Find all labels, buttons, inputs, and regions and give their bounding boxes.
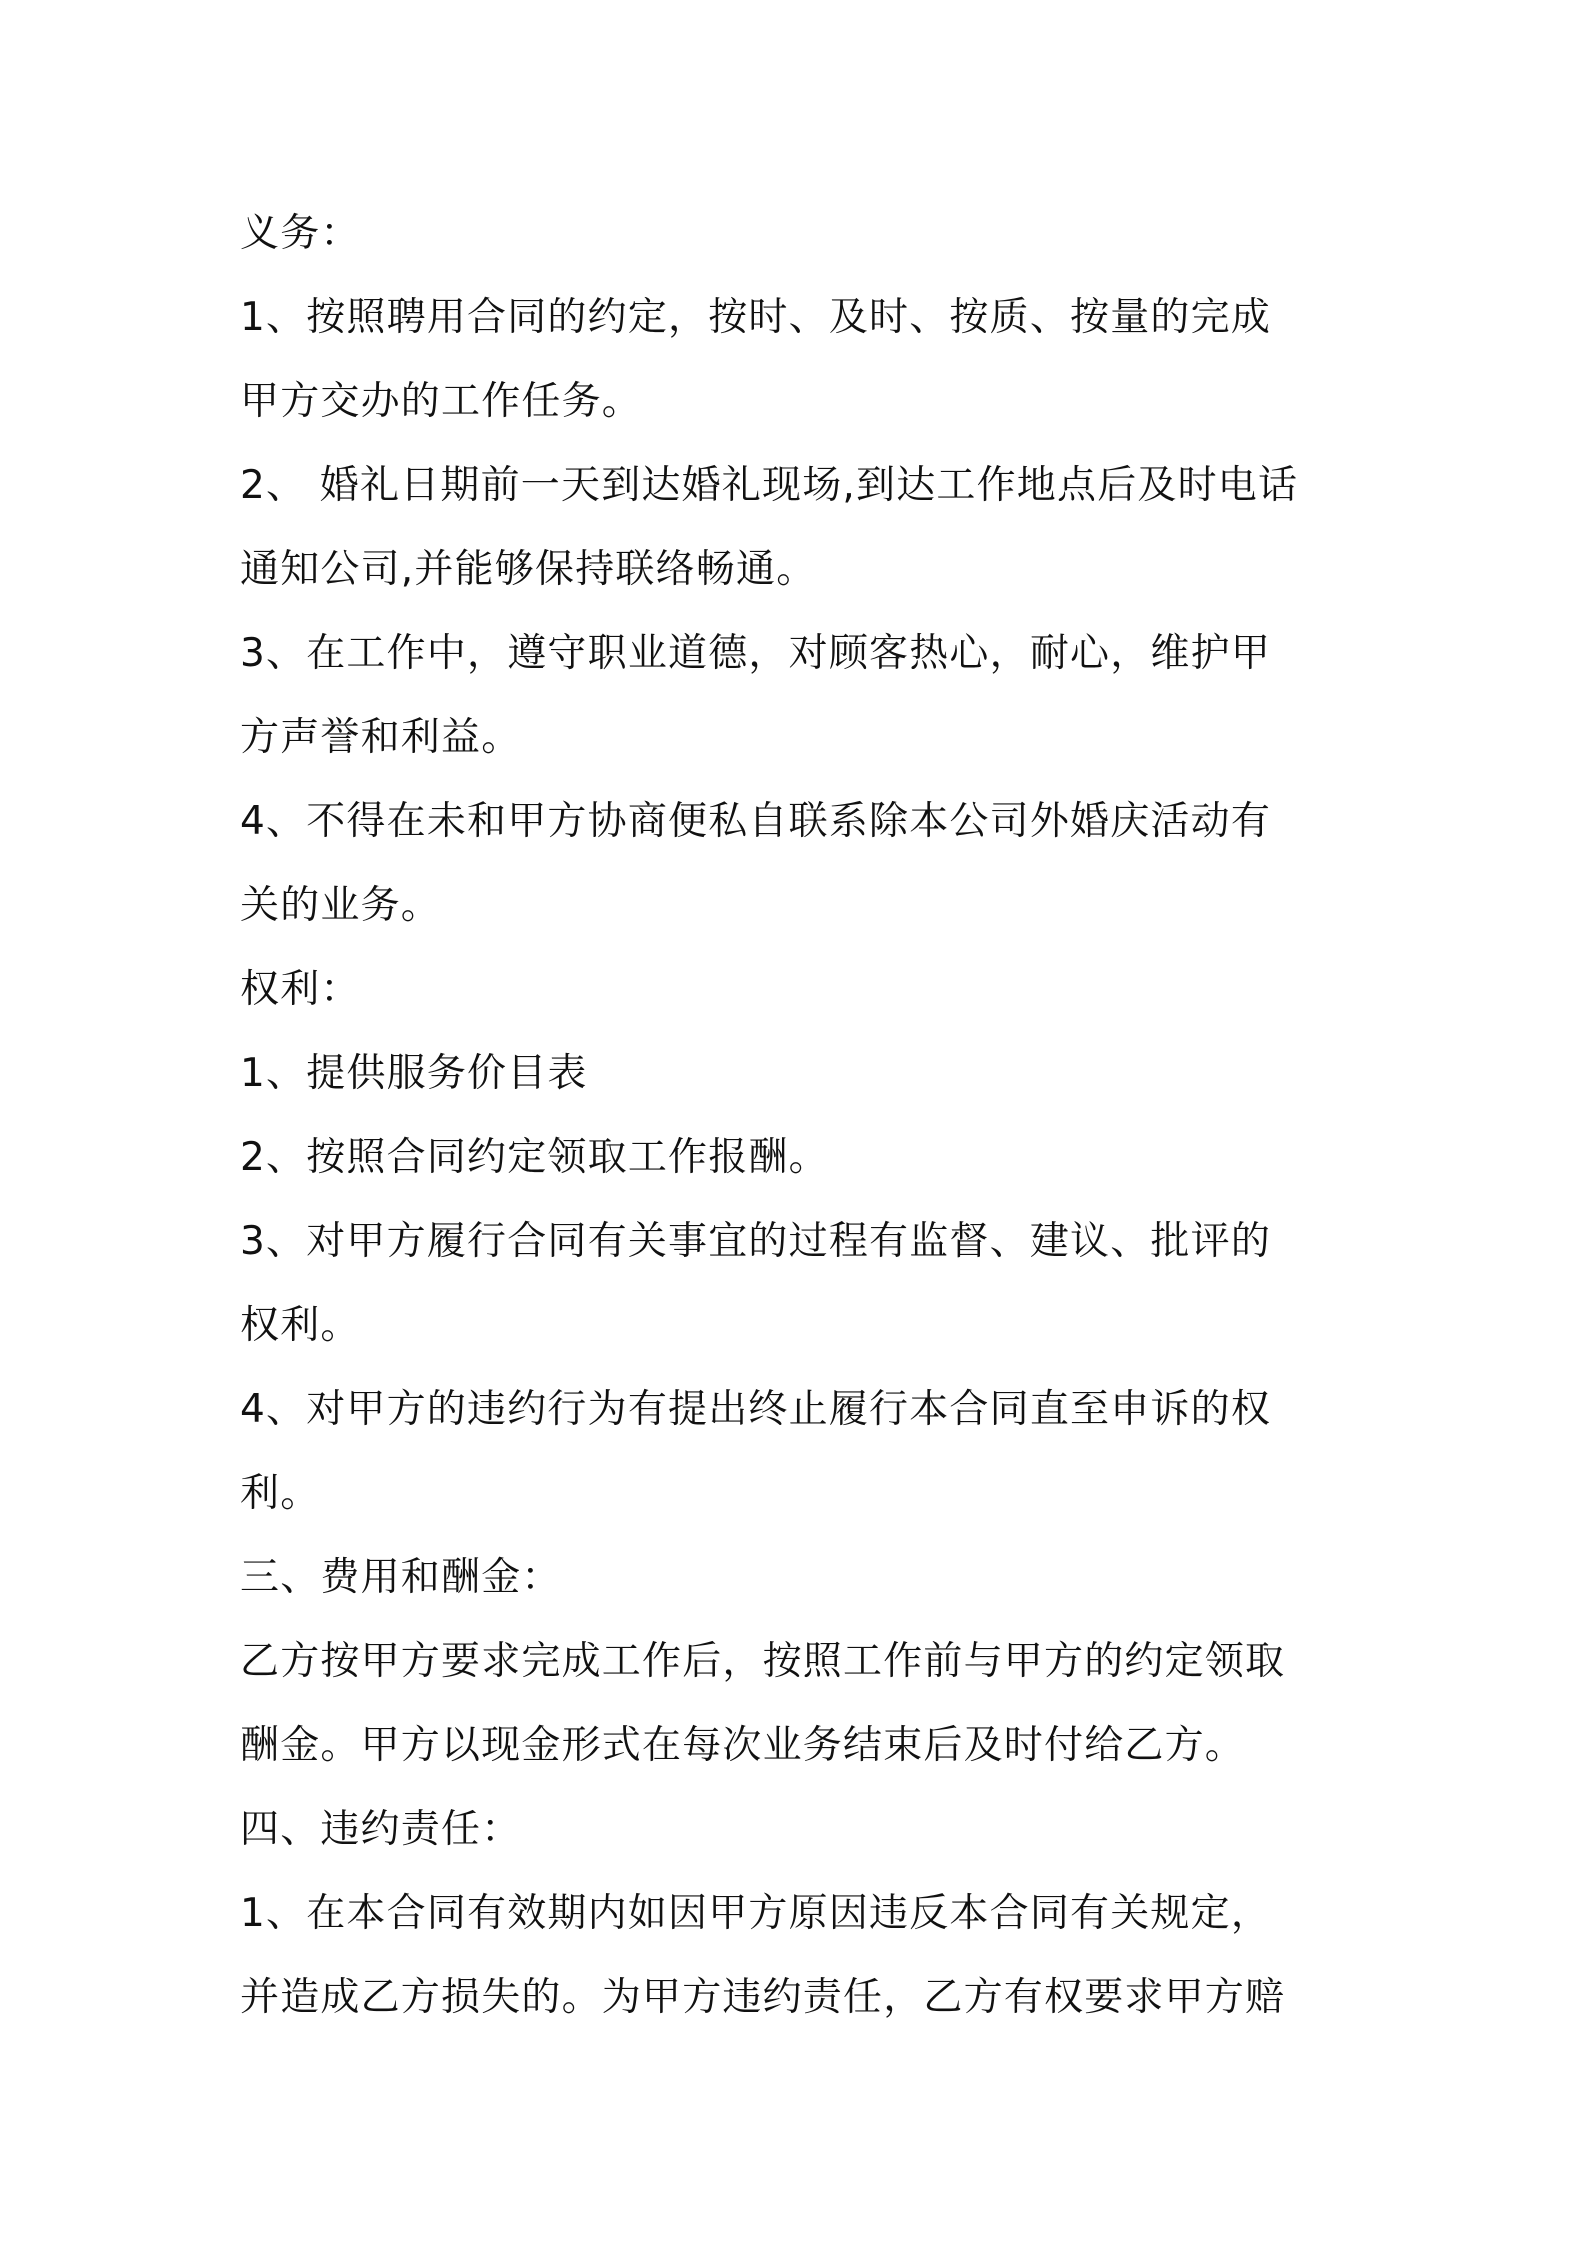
text-line: 权利。 [240,1303,361,1348]
text-line: 并造成乙方损失的。为甲方违约责任，乙方有权要求甲方赔 [240,1975,1286,2020]
section-heading-fees: 三、费用和酬金： [240,1555,562,1600]
text-line: 关的业务。 [240,883,442,928]
text-line: 甲方交办的工作任务。 [240,379,643,424]
text-line: 3、在工作中，遵守职业道德，对顾客热心，耐心，维护甲 [240,631,1272,676]
text-line: 1、按照聘用合同的约定，按时、及时、按质、按量的完成 [240,295,1272,340]
text-line: 通知公司,并能够保持联络畅通。 [240,547,817,592]
text-line: 4、对甲方的违约行为有提出终止履行本合同直至申诉的权 [240,1387,1272,1432]
text-line: 1、在本合同有效期内如因甲方原因违反本合同有关规定， [240,1891,1272,1936]
section-heading-liability: 四、违约责任： [240,1807,522,1852]
text-line: 2、按照合同约定领取工作报酬。 [240,1135,829,1180]
text-line: 酬金。甲方以现金形式在每次业务结束后及时付给乙方。 [240,1723,1246,1768]
text-line: 4、不得在未和甲方协商便私自联系除本公司外婚庆活动有 [240,799,1272,844]
section-heading-obligations: 义务： [240,211,361,256]
text-line: 3、对甲方履行合同有关事宜的过程有监督、建议、批评的 [240,1219,1272,1264]
text-line: 利。 [240,1471,321,1516]
section-heading-rights: 权利： [240,967,361,1012]
text-line: 乙方按甲方要求完成工作后，按照工作前与甲方的约定领取 [240,1639,1286,1684]
text-line: 1、提供服务价目表 [240,1051,588,1096]
text-line: 2、 婚礼日期前一天到达婚礼现场,到达工作地点后及时电话 [240,463,1299,508]
document-body [240,192,1360,2040]
text-line: 方声誉和利益。 [240,715,522,760]
